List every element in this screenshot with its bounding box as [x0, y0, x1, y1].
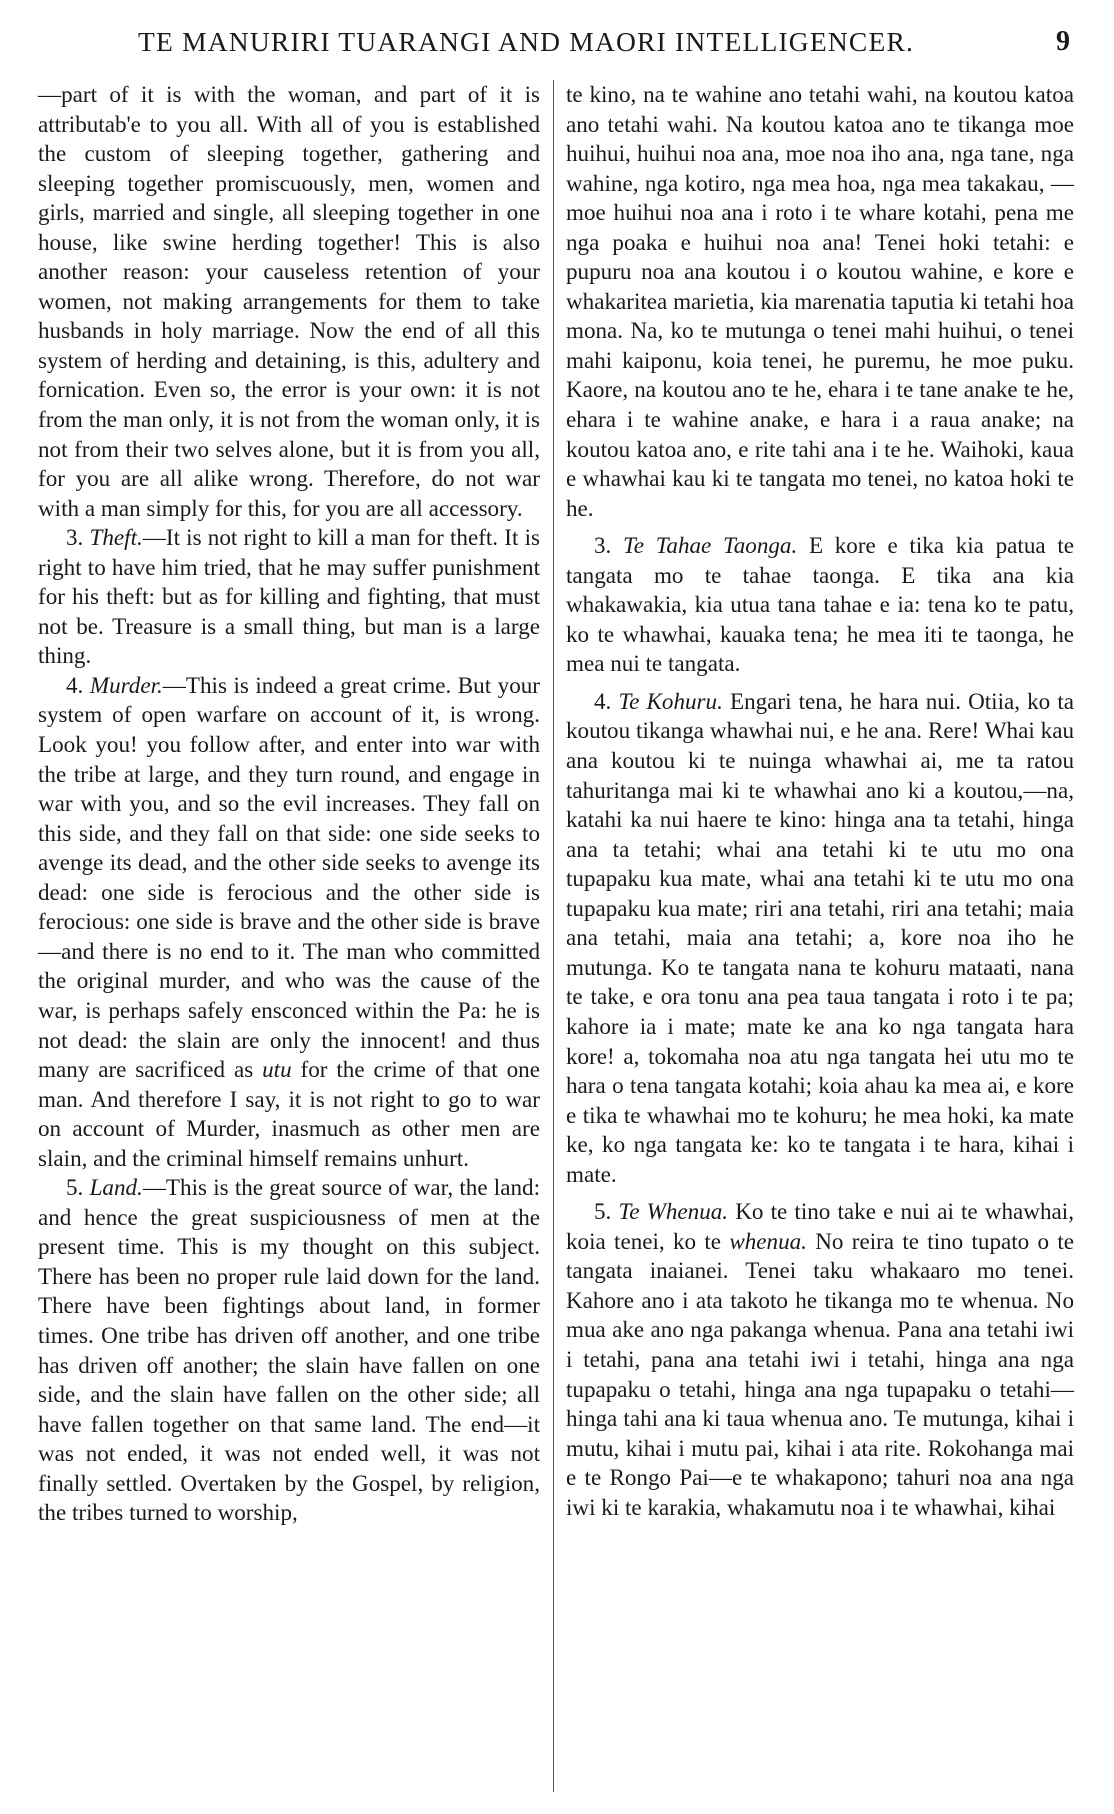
english-column [38, 80, 540, 1528]
page-title: TE MANURIRI TUARANGI AND MAORI INTELLIGENCER. [138, 26, 915, 57]
italic-word: utu [262, 1056, 292, 1083]
section-heading: Murder. [89, 671, 163, 698]
right-section-kohuru [566, 687, 1074, 1189]
maori-column [566, 80, 1074, 1522]
right-section-whenua [566, 1197, 1074, 1522]
section-heading: Theft. [89, 524, 143, 551]
left-section-murder [38, 671, 540, 1173]
running-head [60, 26, 1080, 58]
section-text: Engari tena, he hara nui. Otiia, ko ta koutou tikanga whawhai nui, e he ana. Rere! Whai kau ana koutou ki te nuinga whawhai ai, me ta ratou tahuritanga mai ki te whawhai ano ki a koutou,—na, katahi ka nui haere te kino: hinga ana ta tetahi, hinga ana ta tetahi; whai ana tetahi ki te utu mo ona tupapaku kua mate, whai ana tetahi ki te utu mo ona tupapaku kua mate; riri ana tetahi, riri ana tetahi; maia ana tetahi, maia ana tetahi; a, kore noa iho he mutunga. Ko te tangata nana te kohuru mataati, nana te take, e ora tonu ana pea taua tangata i roto i te pa; kahore ia i mate; mate ke ana ko nga tangata hara kore! a, tokomaha noa atu nga tangata hei utu mo te hara o tena tangata kotahi; koia ahau ka mea ai, e kore e tika te whawhai mo te kohuru; he mea hoki, ka mate ke, ko nga tangata ke: ko te tangata i te hara, kihai i mate. [566, 687, 1074, 1187]
right-section-tahae [566, 531, 1074, 679]
left-paragraph-1: —part of it is with the woman, and part of it is attributab'e to you all. With all of you is established the custom of sleeping together, gathering and sleeping together promiscuously, men, women and girls, married and single, all sleeping together in one house, like swine herding together! This is also another reason: your causeless retention of your women, not making arrangements for them to take husbands in holy marriage. Now the end of all this system of herding and detaining, is this, adultery and fornication. Even so, the error is your own: it is not from the man only, it is not from the woman only, it is not from their two selves alone, but it is from you all, for you are all alike wrong. Therefore, do not war with a man simply for this, for you are all accessory. [38, 81, 540, 521]
section-number: 4. [594, 687, 612, 714]
italic-word: whenua. [729, 1227, 807, 1254]
section-number: 4. [66, 671, 84, 698]
section-text: E kore e tika kia patua te tangata mo te tahae taonga. E tika ana kia whakawakia, kia utua tana tahae e ia: tena ko te patu, ko te whawhai, kauaka tena; he mea iti te taonga, he mea nui te tangata. [566, 532, 1074, 677]
section-heading: Te Kohuru. [618, 687, 723, 714]
section-text: —This is indeed a great crime. But your system of open warfare on account of it, is wrong. Look you! you follow after, and enter into war with the tribe at large, and they turn round, and engage in war with you, and so the evil increases. They fall on this side, and they fall on that side: one side seeks to avenge its dead, and the other side seeks to avenge its dead: one side is ferocious and the other side is ferocious: one side is brave and the other side is brave—and there is no end to it. The man who committed the original murder, and who was the cause of the war, is perhaps safely ensconced within the Pa: he is not dead: the slain are only the innocent! and thus many are sacrificed as [38, 671, 540, 1083]
section-number: 5. [66, 1174, 84, 1201]
section-text: —It is not right to kill a man for theft. It is right to have him tried, that he may suffer punishment for his theft: but as for killing and fighting, that must not be. Treasure is a small thing, but man is a large thing. [38, 524, 540, 669]
page-number: 9 [1056, 26, 1070, 57]
column-divider [553, 80, 554, 1792]
left-section-land [38, 1173, 540, 1528]
section-heading: Land. [89, 1174, 143, 1201]
left-section-theft [38, 523, 540, 671]
section-text: —This is the great source of war, the land: and hence the great suspiciousness of men at the present time. This is my thought on this subject. There has been no proper rule laid down for the land. There have been fightings about land, in former times. One tribe has driven off another, and one tribe has driven off another; the slain have fallen on one side, and the slain have fallen on the other side; all have fallen together on that same land. The end—it was not ended, it was not ended well, it was not finally settled. Overtaken by the Gospel, by religion, the tribes turned to worship, [38, 1174, 540, 1526]
section-text: No reira te tino tupato o te tangata inaianei. Tenei taku whakaaro mo tenei. Kahore ano i ata takoto he tikanga mo te whenua. No mua ake ano nga pakanga whenua. Pana ana tetahi iwi i tetahi, pana ana tetahi iwi i tetahi, hinga ana nga tupapaku o tetahi, hinga ana nga tupapaku o tetahi—hinga tahi ana ki taua whenua ano. Te mutunga, kihai i mutu, kihai i mutu pai, kihai i ata rite. Rokohanga mai e te Rongo Pai—e te whakapono; tahuri noa ana nga iwi ki te karakia, whakamutu noa i te whawhai, kihai [566, 1227, 1075, 1520]
section-heading: Te Tahae Taonga. [623, 532, 798, 559]
section-number: 5. [594, 1198, 612, 1225]
right-paragraph-1: te kino, na te wahine ano tetahi wahi, na koutou katoa ano tetahi wahi. Na koutou katoa ano te tikanga moe huihui, huihui noa ana, moe noa iho ana, nga tane, nga wahine, nga kotiro, nga mea hoa, nga mea takakau, —moe huihui noa ana i roto i te whare kotahi, pena me nga poaka e huihui noa ana! Tenei hoki tetahi: e pupuru noa ana koutou i o koutou wahine, e kore e whakaritea marietia, kia marenatia taputia ki tetahi hoa mona. Na, ko te mutunga o tenei mahi huihui, o tenei mahi kaiponu, koia tenei, he puremu, he moe puku. Kaore, na koutou ano te he, ehara i te tane anake te he, ehara i te wahine anake, e hara i a raua anake; na koutou katoa ano, e rite tahi ana i te he. Waihoki, kaua e whawhai kau ki te tangata mo tenei, no katoa hoki te he. [566, 81, 1074, 521]
section-number: 3. [66, 524, 84, 551]
section-heading: Te Whenua. [618, 1198, 729, 1225]
section-text: Ko te tino take e nui ai te whawhai, koia tenei, ko te [566, 1198, 1074, 1254]
section-text: for the crime of that one man. And therefore I say, it is not right to go to war on account of Murder, inasmuch as other men are slain, and the criminal himself remains unhurt. [38, 1056, 540, 1171]
section-number: 3. [594, 532, 612, 559]
